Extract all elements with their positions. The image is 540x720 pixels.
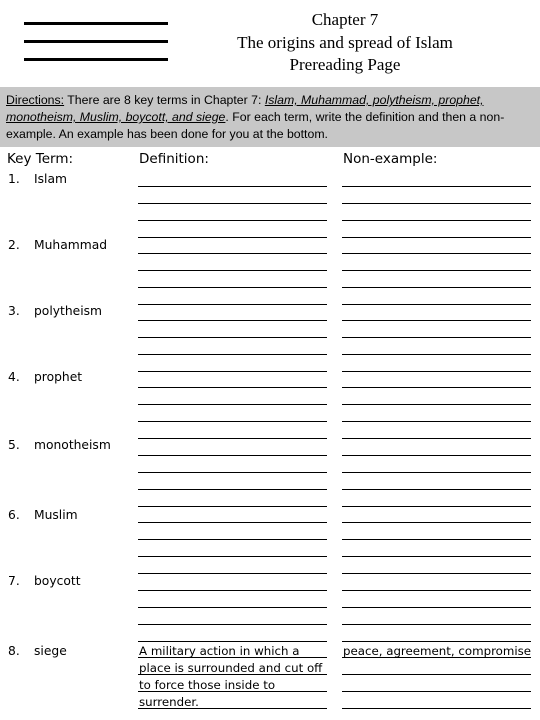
term-number: 3. xyxy=(8,304,20,318)
writing-line xyxy=(342,489,531,490)
writing-line xyxy=(342,287,531,288)
writing-line xyxy=(138,624,327,625)
term-number: 5. xyxy=(8,438,20,452)
term-label: boycott xyxy=(34,574,81,588)
term-number: 4. xyxy=(8,370,20,384)
example-non-example: peace, agreement, compromise xyxy=(343,644,532,658)
directions-box xyxy=(0,87,540,147)
writing-line xyxy=(342,624,531,625)
directions-label: Directions: xyxy=(6,93,65,107)
writing-line xyxy=(342,691,531,692)
writing-line xyxy=(138,573,327,574)
writing-line xyxy=(138,455,327,456)
term-number: 6. xyxy=(8,508,20,522)
writing-line xyxy=(342,320,531,321)
decorative-line xyxy=(24,22,168,25)
definition-header: Definition: xyxy=(139,151,209,167)
writing-line xyxy=(138,607,327,608)
writing-line xyxy=(342,455,531,456)
writing-line xyxy=(138,186,327,187)
term-number: 8. xyxy=(8,644,20,658)
writing-line xyxy=(138,387,327,388)
writing-line xyxy=(342,590,531,591)
writing-line xyxy=(342,404,531,405)
writing-line xyxy=(138,421,327,422)
writing-line xyxy=(342,607,531,608)
term-number: 2. xyxy=(8,238,20,252)
term-label: prophet xyxy=(34,370,83,384)
writing-line xyxy=(342,186,531,187)
term-label: Muhammad xyxy=(34,238,108,252)
writing-line xyxy=(138,438,327,439)
writing-line xyxy=(342,708,531,709)
writing-line xyxy=(342,573,531,574)
writing-line xyxy=(342,237,531,238)
writing-line xyxy=(138,506,327,507)
term-label: polytheism xyxy=(34,304,103,318)
writing-line xyxy=(138,237,327,238)
writing-line xyxy=(342,371,531,372)
writing-line xyxy=(138,641,327,642)
writing-line xyxy=(342,270,531,271)
directions-text: There are 8 key terms in Chapter 7: xyxy=(64,93,265,107)
writing-line xyxy=(138,337,327,338)
title-line: The origins and spread of Islam xyxy=(237,32,453,52)
writing-line xyxy=(342,253,531,254)
writing-line xyxy=(342,421,531,422)
writing-line xyxy=(138,489,327,490)
term-number: 7. xyxy=(8,574,20,588)
writing-line xyxy=(138,220,327,221)
writing-line xyxy=(138,539,327,540)
writing-line xyxy=(342,556,531,557)
writing-line xyxy=(138,354,327,355)
writing-line xyxy=(342,641,531,642)
writing-line xyxy=(342,674,531,675)
writing-line xyxy=(138,270,327,271)
term-label: siege xyxy=(34,644,67,658)
decorative-line xyxy=(24,58,168,61)
writing-line xyxy=(138,253,327,254)
writing-line xyxy=(342,506,531,507)
writing-line xyxy=(342,522,531,523)
writing-line xyxy=(342,539,531,540)
writing-line xyxy=(342,472,531,473)
writing-line xyxy=(342,203,531,204)
writing-line xyxy=(138,287,327,288)
title-line: Prereading Page xyxy=(289,55,401,74)
directions-terms: Islam, Muhammad, polytheism, prophet, monotheism, Muslim, boycott, and siege xyxy=(6,93,484,124)
writing-line xyxy=(342,354,531,355)
key-term-header: Key Term: xyxy=(7,151,74,167)
term-label: monotheism xyxy=(34,438,111,452)
directions-text: . For each term, write the definition and then a non-example. An example has been done for you at the bottom. xyxy=(6,110,505,141)
writing-line xyxy=(138,304,327,305)
writing-line xyxy=(342,387,531,388)
page-title xyxy=(175,9,515,77)
writing-line xyxy=(342,304,531,305)
decorative-line xyxy=(24,40,168,43)
term-label: Islam xyxy=(34,172,67,186)
writing-line xyxy=(138,404,327,405)
writing-line xyxy=(342,337,531,338)
writing-line xyxy=(138,556,327,557)
writing-line xyxy=(342,438,531,439)
writing-line xyxy=(138,203,327,204)
writing-line xyxy=(342,220,531,221)
term-number: 1. xyxy=(8,172,20,186)
writing-line xyxy=(138,590,327,591)
writing-line xyxy=(138,522,327,523)
non-example-header: Non-example: xyxy=(343,151,438,167)
writing-line xyxy=(138,320,327,321)
writing-line xyxy=(138,371,327,372)
writing-line xyxy=(138,472,327,473)
example-definition: A military action in which a place is surrounded and cut off to force those inside to surrender. xyxy=(139,644,323,709)
title-line: Chapter 7 xyxy=(311,10,379,29)
term-label: Muslim xyxy=(34,508,78,522)
